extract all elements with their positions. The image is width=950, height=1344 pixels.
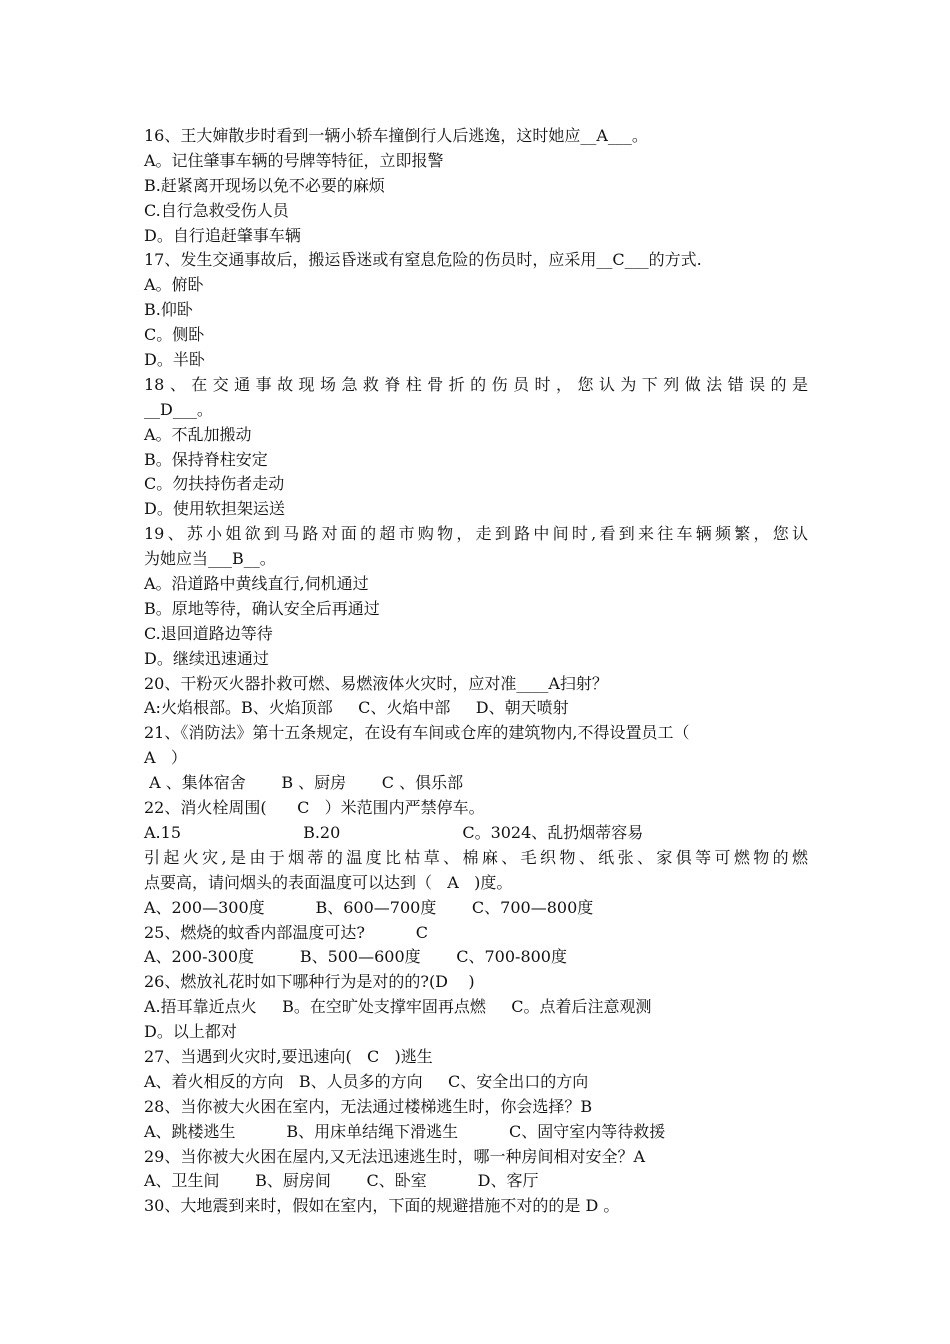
option-text: D。使用软担架运送 [144,499,285,519]
question-22: 22、消火栓周围( C ）米范围内严禁停车。 [144,798,485,818]
question-20: 20、干粉灭火器扑救可燃、易燃液体火灾时，应对准____A扫射？ [144,673,608,693]
question-25: 25、燃烧的蚊香内部温度可达? C [144,922,429,942]
option-row: A、200—300度 B、600—700度 C、700—800度 [144,897,594,917]
question-28: 28、当你被大火困在室内，无法通过楼梯逃生时，你会选择？B [144,1096,593,1116]
question-26: 26、燃放礼花时如下哪种行为是对的的?(D ) [144,972,475,992]
question-21-continued: A ） [144,748,187,768]
question-18-continued: __D___。 [144,399,213,419]
option-text: D。半卧 [144,350,205,370]
option-row: A:火焰根部。B、火焰顶部 C、火焰中部 D、朝天喷射 [144,698,569,718]
option-text: B.赶紧离开现场以免不必要的麻烦 [144,175,385,195]
option-text: D。继续迅速通过 [144,648,269,668]
option-text: C.退回道路边等待 [144,623,273,643]
option-row: A 、集体宿舍 B 、厨房 C 、俱乐部 [144,773,464,793]
option-text: C.自行急救受伤人员 [144,200,289,220]
question-24-continued: 点要高，请问烟头的表面温度可以达到（ A )度。 [144,872,513,892]
question-19: 19、苏小姐欲到马路对面的超市购物，走到路中间时,看到来往车辆频繁，您认 [144,524,808,544]
question-27: 27、当遇到火灾时,要迅速向( C )逃生 [144,1046,433,1066]
option-text: D。以上都对 [144,1022,237,1042]
option-text: B。原地等待，确认安全后再通过 [144,598,380,618]
question-19-continued: 为她应当___B__。 [144,549,276,569]
question-29: 29、当你被大火困在屋内,又无法迅速逃生时，哪一种房间相对安全？A [144,1146,646,1166]
option-row: A、着火相反的方向 B、人员多的方向 C、安全出口的方向 [144,1071,589,1091]
question-17: 17、发生交通事故后，搬运昏迷或有窒息危险的伤员时，应采用__C___的方式. [144,250,702,270]
option-row: A、200-300度 B、500—600度 C、700-800度 [144,947,567,967]
question-24-text: 引起火灾,是由于烟蒂的温度比枯草、棉麻、毛织物、纸张、家俱等可燃物的燃 [144,847,808,867]
option-row: A.15 B.20 C。3024、乱扔烟蒂容易 [144,822,644,842]
option-text: C。勿扶持伤者走动 [144,474,285,494]
option-text: A。不乱加搬动 [144,424,252,444]
option-text: A。沿道路中黄线直行,伺机通过 [144,574,369,594]
option-text: C。侧卧 [144,325,205,345]
option-text: B.仰卧 [144,300,193,320]
option-text: D。自行追赶肇事车辆 [144,225,301,245]
question-16: 16、王大婶散步时看到一辆小轿车撞倒行人后逃逸，这时她应__A___。 [144,126,648,145]
option-row: A、卫生间 B、厨房间 C、卧室 D、客厅 [144,1171,539,1191]
option-row: A、跳楼逃生 B、用床单结绳下滑逃生 C、固守室内等待救援 [144,1121,666,1141]
option-text: A。记住肇事车辆的号牌等特征，立即报警 [144,150,444,170]
option-row: A.捂耳靠近点火 B。在空旷处支撑牢固再点燃 C。点着后注意观测 [144,997,652,1017]
question-30: 30、大地震到来时，假如在室内，下面的规避措施不对的的是 D 。 [144,1196,620,1216]
option-text: A。俯卧 [144,275,204,295]
option-text: B。保持脊柱安定 [144,449,268,469]
question-21: 21、《消防法》第十五条规定，在设有车间或仓库的建筑物内,不得设置员工（ [144,723,690,743]
question-18: 18、在交通事故现场急救脊柱骨折的伤员时，您认为下列做法错误的是 [144,374,808,394]
document-page [144,124,808,1219]
